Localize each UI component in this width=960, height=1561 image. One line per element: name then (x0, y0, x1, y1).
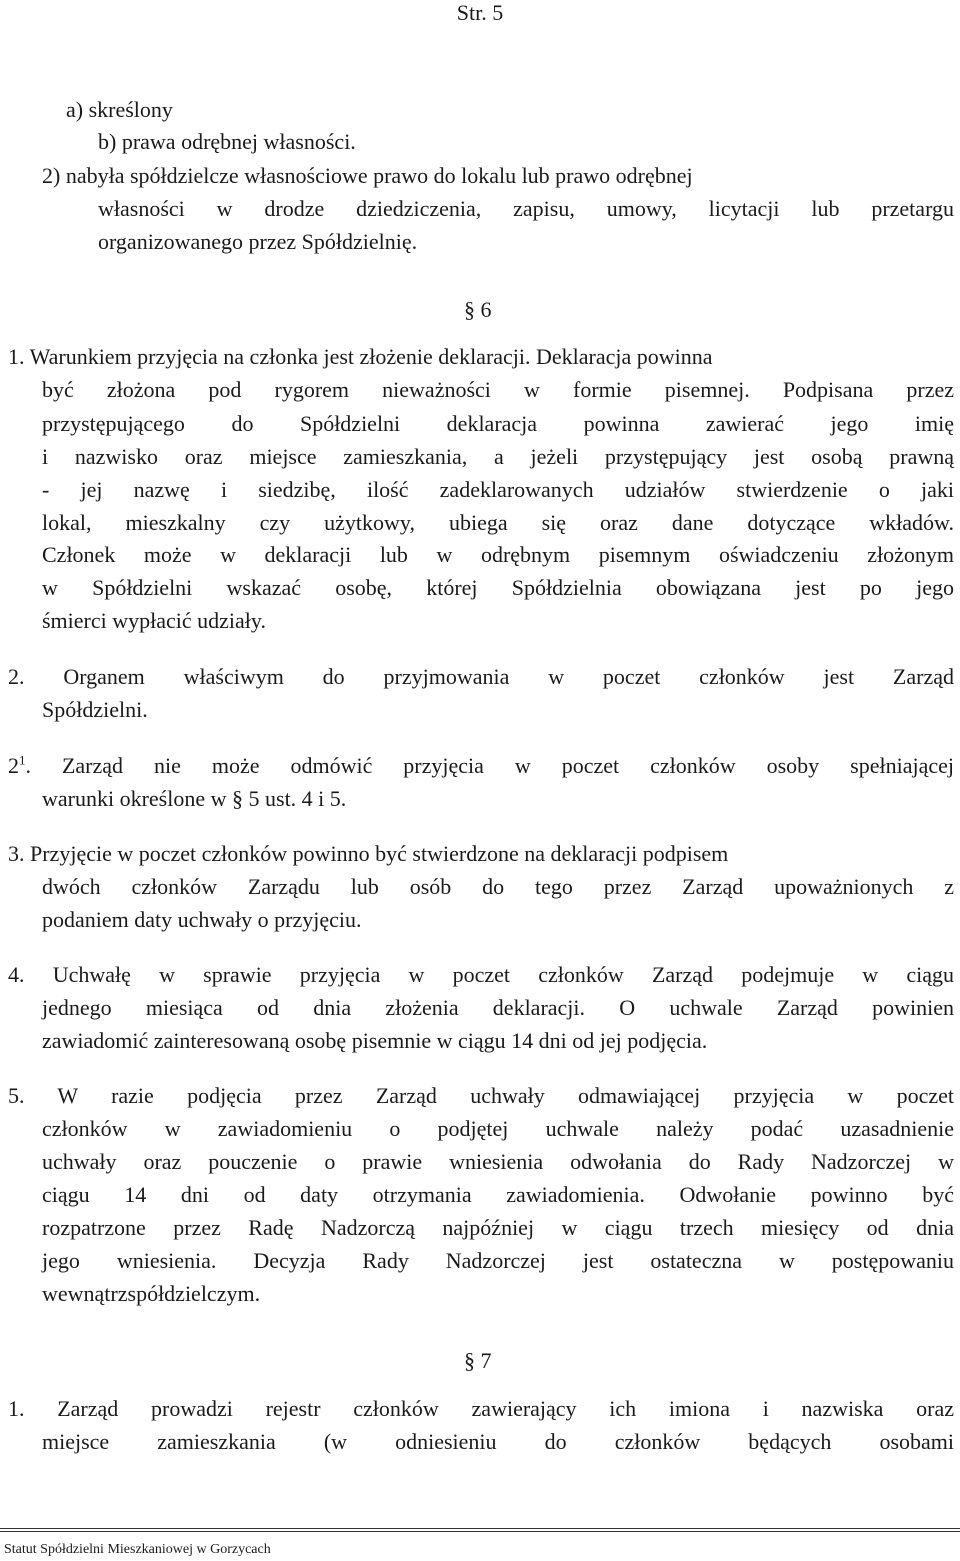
para-4-line3: zawiadomić zainteresowaną osobę pisemnie w ciągu 14 dni od jej podjęcia. (42, 1028, 708, 1053)
para-3-line2: dwóch członków Zarządu lub osób do tego przez Zarząd upoważnionych z (42, 874, 954, 899)
para-1-line2: być złożona pod rygorem nieważności w formie pisemnej. Podpisana przez (42, 377, 954, 402)
list-item-2-line2: własności w drodze dziedziczenia, zapisu, umowy, licytacji lub przetargu (98, 196, 954, 221)
para-5-line5: rozpatrzone przez Radę Nadzorczą najpóźniej w ciągu trzech miesięcy od dnia (42, 1215, 954, 1240)
footer-divider (0, 1528, 960, 1529)
para-2-1-line2: warunki określone w § 5 ust. 4 i 5. (42, 786, 347, 811)
para-2-line2: Spółdzielni. (42, 697, 148, 722)
section-heading-7: § 7 (464, 1348, 492, 1373)
para-5-line6: jego wniesienia. Decyzja Rady Nadzorczej jest ostateczna w postępowaniu (42, 1248, 954, 1273)
para-5-line3: uchwały oraz pouczenie o prawie wniesienia odwołania do Rady Nadzorczej w (42, 1149, 954, 1174)
para-4-line1: 4. Uchwałę w sprawie przyjęcia w poczet członków Zarząd podejmuje w ciągu (8, 962, 954, 987)
list-item-b: b) prawa odrębnej własności. (98, 129, 356, 154)
para-1-line9: śmierci wypłacić udziały. (42, 608, 266, 633)
para-7-1-line1: 1. Zarząd prowadzi rejestr członków zawierający ich imiona i nazwiska oraz (8, 1396, 954, 1421)
para-1-line5: - jej nazwę i siedzibę, ilość zadeklarowanych udziałów stwierdzenie o jaki (42, 477, 954, 502)
para-1-line8: w Spółdzielni wskazać osobę, której Spółdzielnia obowiązana jest po jego (42, 575, 954, 600)
footer-divider-second (0, 1531, 960, 1532)
para-5-line1: 5. W razie podjęcia przez Zarząd uchwały odmawiającej przyjęcia w poczet (8, 1083, 954, 1108)
footer-text: Statut Spółdzielni Mieszkaniowej w Gorzycach (4, 1542, 271, 1557)
para-2-1-text: . Zarząd nie może odmówić przyjęcia w poczet członków osoby spełniającej (25, 753, 954, 778)
para-1-line4: i nazwisko oraz miejsce zamieszkania, a jeżeli przystępujący jest osobą prawną (42, 444, 954, 469)
para-2-1-line1 (8, 750, 954, 782)
para-4-line2: jednego miesiąca od dnia złożenia deklaracji. O uchwale Zarząd powinien (42, 995, 954, 1020)
list-item-2-line3: organizowanego przez Spółdzielnię. (98, 229, 418, 254)
para-5-line7: wewnątrzspółdzielczym. (42, 1281, 261, 1306)
para-1-line7: Członek może w deklaracji lub w odrębnym pisemnym oświadczeniu złożonym (42, 542, 954, 567)
list-item-a: a) skreślony (66, 97, 173, 122)
list-item-2-line1: 2) nabyła spółdzielcze własnościowe prawo do lokalu lub prawo odrębnej (42, 163, 693, 188)
para-2-line1: 2. Organem właściwym do przyjmowania w poczet członków jest Zarząd (8, 664, 954, 689)
para-1-line6: lokal, mieszkalny czy użytkowy, ubiega się oraz dane dotyczące wkładów. (42, 510, 954, 535)
para-5-line2: członków w zawiadomieniu o podjętej uchwale należy podać uzasadnienie (42, 1116, 954, 1141)
para-1-line1: 1. Warunkiem przyjęcia na członka jest złożenie deklaracji. Deklaracja powinna (8, 344, 713, 369)
para-2-1-superscript: 1 (19, 752, 26, 768)
para-3-line3: podaniem daty uchwały o przyjęciu. (42, 907, 362, 932)
para-2-1-number: 2 (8, 753, 19, 778)
section-heading-6: § 6 (464, 297, 492, 322)
para-3-line1: 3. Przyjęcie w poczet członków powinno być stwierdzone na deklaracji podpisem (8, 841, 729, 866)
para-5-line4: ciągu 14 dni od daty otrzymania zawiadomienia. Odwołanie powinno być (42, 1182, 954, 1207)
para-7-1-line2: miejsce zamieszkania (w odniesieniu do członków będących osobami (42, 1429, 954, 1454)
para-1-line3: przystępującego do Spółdzielni deklaracja powinna zawierać jego imię (42, 411, 954, 436)
page-number: Str. 5 (456, 0, 504, 25)
